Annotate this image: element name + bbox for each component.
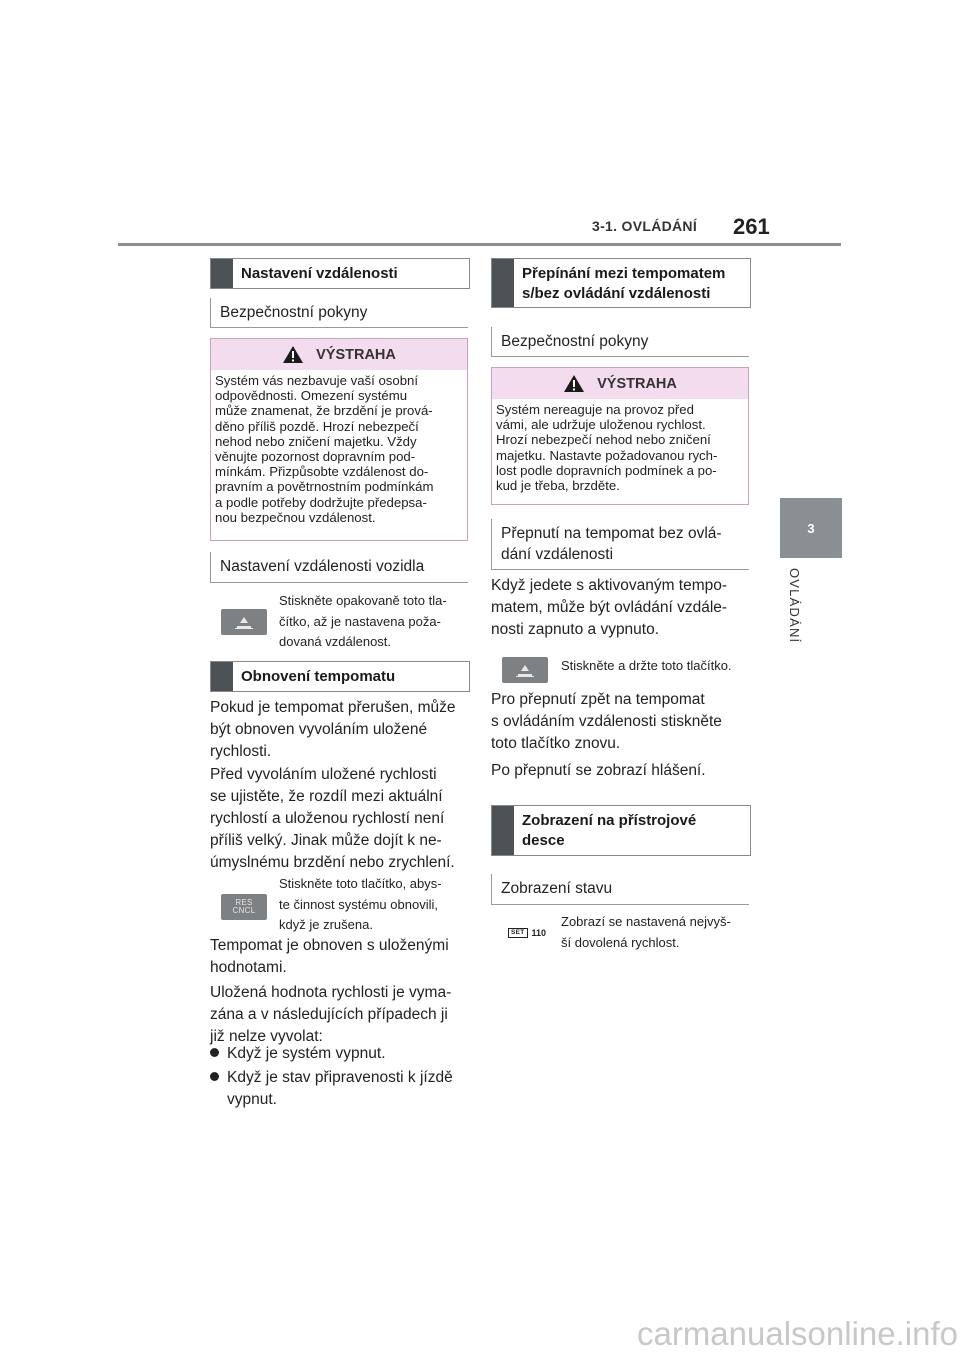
paragraph-line: již nelze vyvolat: — [210, 1028, 323, 1045]
heading-line: Přepínání mezi tempomatem — [522, 265, 726, 282]
bullet-item-2 — [210, 1067, 472, 1111]
distance-button-icon — [514, 662, 536, 678]
set-speed-value: 110 — [531, 928, 547, 938]
paragraph-message: Po přepnutí se zobrazí hlášení. — [491, 762, 706, 779]
page-number: 261 — [733, 214, 770, 239]
warning-1-line: Systém vás nezbavuje vaší osobní — [215, 373, 419, 388]
heading-resume — [210, 661, 470, 692]
warning-1-line: nou bezpečnou vzdálenost. — [215, 509, 376, 525]
paragraph-line: Když jedete s aktivovaným tempo- — [491, 577, 728, 594]
bullet-icon — [210, 1072, 219, 1081]
press-repeat-line: dovaná vzdálenost. — [279, 634, 392, 649]
res-cncl-button-icon — [233, 899, 256, 915]
paragraph-line: zána a v následujících případech ji — [210, 1006, 448, 1023]
warning-1-line: a podle potřeby dodržujte předepsa- — [215, 494, 427, 510]
warning-2-line: vámi, ale udržuje uloženou rychlost. — [496, 417, 706, 433]
res-label: RES — [235, 898, 253, 907]
chapter-side-label: OVLÁDÁNÍ — [787, 568, 802, 644]
warning-body-2 — [492, 399, 748, 496]
subheading-vehicle-distance: Nastavení vzdálenosti vozidla — [210, 552, 468, 583]
paragraph-line: rychlostí a uloženou rychlostí není — [210, 810, 445, 827]
chapter-tab — [780, 498, 842, 558]
subheading-line: dání vzdálenosti — [501, 546, 614, 563]
warning-2-line: Systém nereaguje na provoz před — [496, 402, 694, 417]
heading-resume-text: Obnovení tempomatu — [241, 668, 396, 685]
warning-2-line: lost podle dopravních podmínek a po- — [496, 462, 717, 478]
subheading-line: Přepnutí na tempomat bez ovlá- — [501, 525, 722, 542]
section-title: 3-1. OVLÁDÁNÍ — [592, 218, 698, 234]
warning-2-line: kud je třeba, brzděte. — [496, 478, 620, 494]
warning-1-line: mínkám. Přizpůsobte vzdálenost do- — [215, 464, 429, 480]
warning-body-1 — [211, 370, 467, 528]
paragraph-line: hodnotami. — [210, 959, 287, 976]
press-repeat-line: Stiskněte opakovaně toto tla- — [279, 593, 447, 608]
status-description — [561, 912, 756, 953]
paragraph-line: Pokud je tempomat přerušen, může — [210, 699, 456, 716]
bullet-text-cont: vypnut. — [227, 1091, 277, 1108]
paragraph-line: matem, může být ovládání vzdále- — [491, 599, 728, 616]
paragraph-line: příliš velký. Jinak může dojít k ne- — [210, 832, 442, 849]
paragraph-resume-check — [210, 764, 472, 874]
warning-triangle-icon — [282, 345, 304, 364]
press-repeat-text — [279, 591, 469, 653]
heading-bar — [211, 259, 233, 288]
warning-box-1 — [210, 338, 468, 541]
paragraph-when-active — [491, 575, 753, 641]
chapter-side-label-wrap — [780, 568, 814, 658]
warning-header-1 — [211, 339, 467, 370]
distance-button — [221, 609, 267, 635]
paragraph-line: Pro přepnutí zpět na tempomat — [491, 691, 705, 708]
cncl-label: CNCL — [232, 906, 256, 915]
paragraph-line: Uložená hodnota rychlosti je vyma- — [210, 984, 452, 1001]
heading-line: s/bez ovládání vzdálenosti — [522, 285, 711, 302]
subheading-safety-1: Bezpečnostní pokyny — [210, 298, 468, 328]
warning-triangle-icon — [563, 374, 585, 393]
distance-button-2 — [502, 657, 548, 683]
paragraph-resume-intro — [210, 697, 472, 763]
paragraph-line: toto tlačítko znovu. — [491, 735, 621, 752]
heading-bar — [492, 806, 514, 855]
warning-1-line: děno příliš pozdě. Hrozí nebezpečí — [215, 418, 419, 434]
heading-line: desce — [522, 832, 565, 849]
warning-1-line: odpovědnosti. Omezení systému — [215, 388, 408, 404]
heading-distance-text: Nastavení vzdálenosti — [241, 265, 398, 282]
heading-switch — [491, 258, 751, 308]
press-res-text — [279, 874, 469, 936]
warning-title-1: VÝSTRAHA — [316, 346, 396, 363]
res-cncl-button — [221, 894, 267, 920]
warning-box-2 — [491, 367, 749, 505]
heading-line: Zobrazení na přístrojové — [522, 812, 697, 829]
bullet-text: Když je stav připravenosti k jízdě — [227, 1069, 453, 1086]
heading-distance — [210, 258, 470, 289]
set-label: SET — [508, 928, 528, 938]
header-rule — [118, 243, 841, 246]
bullet-text: Když je systém vypnut. — [227, 1045, 386, 1062]
heading-display — [491, 805, 751, 856]
distance-button-icon — [233, 614, 255, 630]
subheading-safety-2: Bezpečnostní pokyny — [491, 327, 749, 357]
heading-bar — [211, 662, 233, 691]
paragraph-line: rychlosti. — [210, 743, 272, 760]
press-res-line: když je zrušena. — [279, 917, 373, 932]
warning-1-line: nehod nebo zničení majetku. Vždy — [215, 433, 417, 449]
bullet-icon — [210, 1048, 219, 1057]
heading-bar — [492, 259, 514, 307]
press-hold-text: Stiskněte a držte toto tlačítko. — [561, 658, 732, 673]
paragraph-line: s ovládáním vzdálenosti stiskněte — [491, 713, 722, 730]
subheading-status: Zobrazení stavu — [491, 874, 749, 905]
warning-1-line: věnujte pozornost dopravním pod- — [215, 449, 416, 465]
bullet-item-1 — [210, 1043, 472, 1065]
footer-watermark: carmanualsonline.info — [636, 1315, 958, 1352]
heading-switch-text — [514, 259, 733, 307]
status-line: ší dovolená rychlost. — [561, 934, 680, 950]
paragraph-line: být obnoven vyvoláním uložené — [210, 721, 428, 738]
paragraph-line: se ujistěte, že rozdíl mezi aktuální — [210, 788, 443, 805]
paragraph-line: Tempomat je obnoven s uloženými — [210, 937, 449, 954]
chapter-number: 3 — [807, 520, 815, 536]
warning-2-line: Hrozí nebezpečí nehod nebo zničení — [496, 432, 711, 448]
heading-display-text — [514, 806, 704, 855]
press-res-line: Stiskněte toto tlačítko, abys- — [279, 876, 442, 891]
warning-2-line: majetku. Nastavte požadovanou rych- — [496, 447, 718, 463]
status-line: Zobrazí se nastavená nejvyš- — [561, 914, 731, 929]
subheading-switch-off — [491, 519, 749, 570]
set-speed-indicator — [508, 928, 546, 938]
paragraph-line: úmyslnému brzdění nebo zrychlení. — [210, 854, 455, 871]
press-res-line: te činnost systému obnovili, — [279, 896, 438, 912]
warning-1-line: pravním a povětrnostním podmínkám — [215, 479, 434, 495]
warning-1-line: může znamenat, že brzdění je prová- — [215, 403, 433, 419]
paragraph-switch-back — [491, 689, 753, 755]
paragraph-line: Před vyvoláním uložené rychlosti — [210, 766, 437, 783]
paragraph-line: nosti zapnuto a vypnuto. — [491, 621, 660, 638]
paragraph-erased — [210, 982, 472, 1048]
warning-header-2 — [492, 368, 748, 399]
warning-title-2: VÝSTRAHA — [597, 375, 677, 392]
paragraph-restored — [210, 935, 472, 979]
press-repeat-line: čítko, až je nastavena poža- — [279, 613, 441, 629]
